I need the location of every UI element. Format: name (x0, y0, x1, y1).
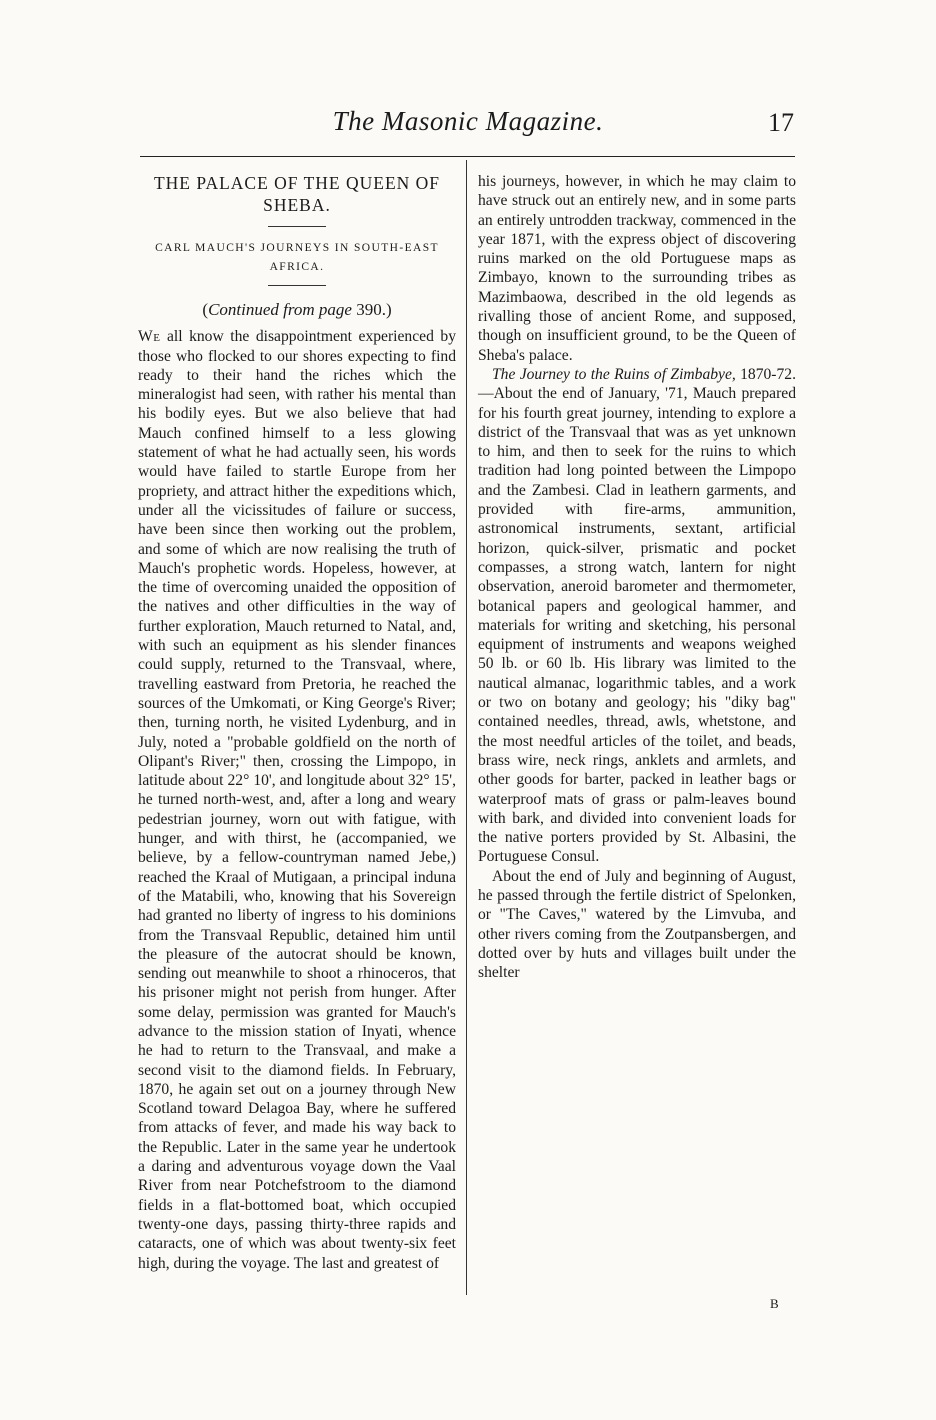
continued-note (138, 300, 456, 319)
right-column (478, 172, 796, 982)
paragraph-3: About the end of July and beginning of August, he passed through the fertile district of Spelonken, or "The Caves," watered by the Limvuba, and other rivers coming from the Zoutpansbergen, and dotted over by huts and villages built under the shelter (478, 867, 796, 982)
subtitle-rule (268, 285, 326, 286)
paragraph-1-text: all know the disappointment experienced by those who flocked to our shores expecting to find ready to their hand the riches which the mineralogist had seen, with rather his mental than his bodily eyes. But we also believe that had Mauch confined himself to a less glowing statement of what he had actually seen, his words would have failed to startle Europe from her propriety, and attract hither the expeditions which, under all the vicissitudes of failure or success, have been since then working out the problem, and some of which are now realising the truth of Mauch's prophetic words. Hopeless, however, at the time of overcoming unaided the opposition of the natives and other difficulties in the way of further exploration, Mauch returned to Natal, and, with such an equipment as his slender finances could supply, returned to the Transvaal, where, travelling eastward from Pretoria, he reached the sources of the Umkomati, or King George's River; then, turning north, he visited Lydenburg, and in July, noted a "probable goldfield on the north of Olipant's River;" then, crossing the Limpopo, in latitude about 22° 10', and longitude about 32° 15', he turned north-west, and, after a long and weary pedestrian journey, worn out with fatigue, with hunger, and with thirst, he (accompanied, we believe, by a fellow-countryman named Jebe,) reached the Kraal of Mutigaan, a principal induna of the Matabili, who, knowing that his Sovereign had granted no liberty of ingress to his dominions from the Transvaal Republic, detained him until the pleasure of the autocrat should be known, sending out meanwhile to shoot a rhinoceros, that his prisoner might not perish from hunger. After some delay, permission was granted for Mauch's advance to the mission station of Inyati, whence he had to return to the Transvaal, and make a second visit to the diamond fields. In February, 1870, he again set out on a journey through New Scotland toward Delagoa Bay, where he suffered from attacks of fever, and made his way back to the Republic. Later in the same year he undertook a daring and adventurous voyage down the Vaal River from near Potchefstroom to the diamond fields in a flat-bottomed boat, which occupied twenty-one days, passing thirty-three rapids and cataracts, one of which was about twenty-six feet high, during the voyage. The last and greatest of (138, 328, 456, 1272)
article-subtitle: CARL MAUCH'S JOURNEYS IN SOUTH-EAST AFRICA. (155, 242, 439, 273)
running-header-title: The Masonic Magazine. (332, 106, 604, 136)
paragraph-1-continued: his journeys, however, in which he may claim to have struck out an entirely new, and in some parts an entirely untrodden trackway, commenced in the year 1871, with the express object of discovering ruins marked on the old Portuguese maps as Zimbayo, known to the surrounding tribes as Mazimbaowa, described in the old legends as rivalling those of ancient Rome, and supposed, though on insufficient ground, to be the Queen of Sheba's palace. (478, 173, 796, 364)
signature-mark: B (770, 1296, 780, 1311)
header-rule (140, 156, 795, 157)
paragraph-1 (138, 327, 456, 1273)
column-divider (466, 160, 467, 1295)
paragraph-2 (478, 365, 796, 867)
paragraph-2-text: 1870-72.—About the end of January, '71, Mauch prepared for his fourth great journey, intending to explore a district of the Transvaal that was as yet unknown to him, and then to seek for the ruins to which tradition had long pointed between the Limpopo and the Zambesi. Clad in leathern garments, and provided with fire-arms, ammunition, astronomical instruments, sextant, artificial horizon, quick-silver, prismatic and pocket compasses, a strong watch, lantern for night observation, aneroid barometer and thermometer, botanical papers and geological hammer, and materials for writing and sketching, his personal equipment of instruments and weapons weighed 50 lb. or 60 lb. His library was limited to the nautical almanac, logarithmic tables, and a work or two on botany and geology; his "diky bag" contained needles, thread, awls, whetstone, and the most needful articles of the toilet, and beads, brass wire, neck rings, anklets and armlets, and other goods for barter, packed in leather bags or waterproof mats of grass or palm-leaves bound with bark, and divided into convenient loads for the native porters provided by St. Albasini, the Portuguese Consul. (478, 365, 796, 866)
continued-page: 390.) (356, 300, 392, 319)
page-number: 17 (768, 108, 794, 137)
paragraph-2-heading: The Journey to the Ruins of Zimbabye, (492, 365, 736, 383)
lead-word: We (138, 328, 161, 346)
article-title: THE PALACE OF THE QUEEN OF SHEBA. (153, 173, 441, 215)
continued-open: ( (202, 300, 209, 319)
left-column (138, 172, 456, 1273)
title-rule (268, 226, 326, 227)
continued-text: Continued from page (208, 300, 352, 319)
